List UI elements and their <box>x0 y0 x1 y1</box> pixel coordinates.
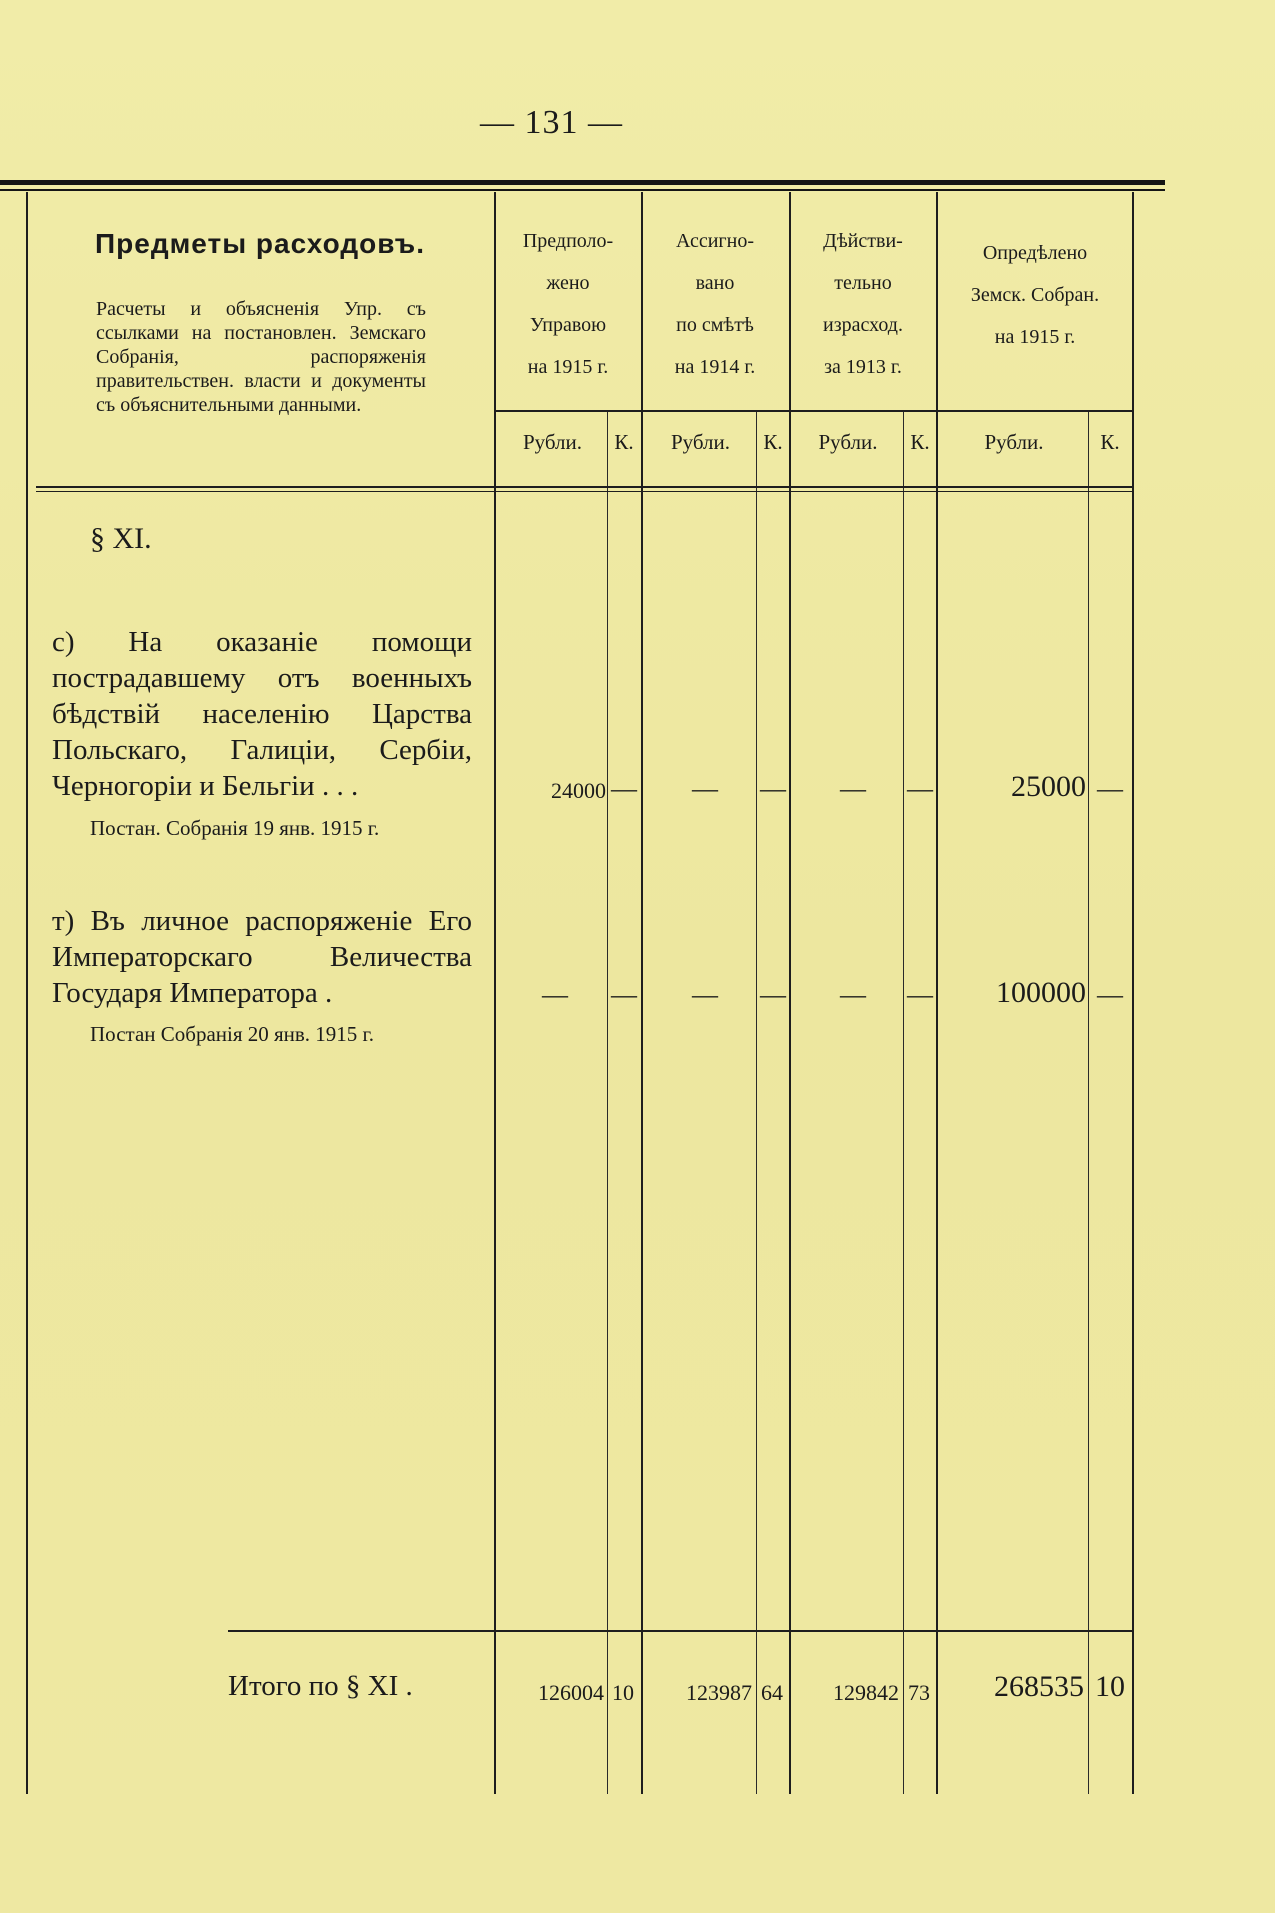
col-sep-1 <box>641 192 643 1794</box>
total-col2-kop: 64 <box>761 1680 783 1705</box>
item-c-ref: Постан. Собранія 19 янв. 1915 г. <box>90 816 380 840</box>
col3-header: Дѣйстви- тельно израсход. за 1913 г. <box>823 230 903 378</box>
unit-kop-3: К. <box>910 430 930 454</box>
unit-kop-4: К. <box>1100 430 1120 454</box>
item-t-ref: Постан Собранія 20 янв. 1915 г. <box>90 1022 375 1046</box>
item-c-col1-kop: — <box>611 774 637 803</box>
header-title: Предметы расходовъ. <box>95 228 425 259</box>
kop-sep-4 <box>1088 410 1089 1794</box>
unit-rub-1: Рубли. <box>522 430 583 454</box>
kop-sep-2 <box>756 410 757 1794</box>
header-bottom-rule <box>36 486 1134 488</box>
item-t-col1-rub: — <box>542 980 568 1009</box>
item-c-col2-kop: — <box>760 774 786 803</box>
unit-rub-3: Рубли. <box>818 430 878 454</box>
total-col2-rub: 123987 <box>686 1680 752 1705</box>
item-t-col3-rub: — <box>840 980 866 1009</box>
unit-kop-2: К. <box>763 430 783 454</box>
item-c-col1-rub: 24000 <box>551 778 606 803</box>
unit-rub-2: Рубли. <box>670 430 731 454</box>
kop-sep-1 <box>607 410 608 1794</box>
col4-header: Опредѣлено Земск. Собран. на 1915 г. <box>970 242 1100 348</box>
top-rule-thin <box>0 189 1165 191</box>
item-t-col2-rub: — <box>692 980 718 1009</box>
item-t-text: т) Въ личное распоряженіе Его Императорскаго Величества Государя Императора . <box>52 905 472 1009</box>
page-number: — 131 — <box>480 104 623 141</box>
top-rule <box>0 180 1165 185</box>
item-t-col4-kop: — <box>1097 980 1123 1009</box>
item-c-text: с) На оказаніе помощи пострадавшему отъ военныхъ бѣдствій населенію Царства Польскаго, Галиціи, Сербіи, Черногоріи и Бельгіи . . . <box>52 626 472 802</box>
total-col3-kop: 73 <box>908 1680 930 1705</box>
item-c-col4-kop: — <box>1097 774 1123 803</box>
header-description: Расчеты и объясненія Упр. съ ссылками на постановлен. Земскаго Собранія, распоряженія правительствен. власти и документы съ объяснительными данными. <box>96 298 426 416</box>
total-col4-kop: 10 <box>1095 1670 1125 1703</box>
item-t-col1-kop: — <box>611 980 637 1009</box>
section-number: § XI. <box>90 522 152 555</box>
total-col1-kop: 10 <box>612 1680 634 1705</box>
kop-sep-3 <box>903 410 904 1794</box>
item-c-col2-rub: — <box>692 774 718 803</box>
header-bottom-rule-2 <box>36 491 1134 492</box>
item-t-col2-kop: — <box>760 980 786 1009</box>
item-c-col3-kop: — <box>907 774 933 803</box>
total-col3-rub: 129842 <box>833 1680 899 1705</box>
item-c-col4-rub: 25000 <box>1011 770 1086 803</box>
col-sep-desc <box>494 192 496 1794</box>
item-t-col3-kop: — <box>907 980 933 1009</box>
table-right-border <box>1132 192 1134 1794</box>
total-col4-rub: 268535 <box>994 1670 1084 1703</box>
item-t-col4-rub: 100000 <box>996 976 1086 1009</box>
col-sep-3 <box>936 192 938 1794</box>
total-label: Итого по § XI . <box>228 1670 413 1702</box>
units-rule <box>494 410 1134 412</box>
col1-header: Предполо- жено Управою на 1915 г. <box>522 230 614 378</box>
col-sep-2 <box>789 192 791 1794</box>
item-c-col3-rub: — <box>840 774 866 803</box>
unit-kop-1: К. <box>614 430 634 454</box>
col2-header: Ассигно- вано по смѣтѣ на 1914 г. <box>674 230 756 378</box>
total-rule <box>228 1630 1134 1632</box>
total-col1-rub: 126004 <box>538 1680 604 1705</box>
table-left-border <box>26 192 28 1794</box>
unit-rub-4: Рубли. <box>984 430 1044 454</box>
